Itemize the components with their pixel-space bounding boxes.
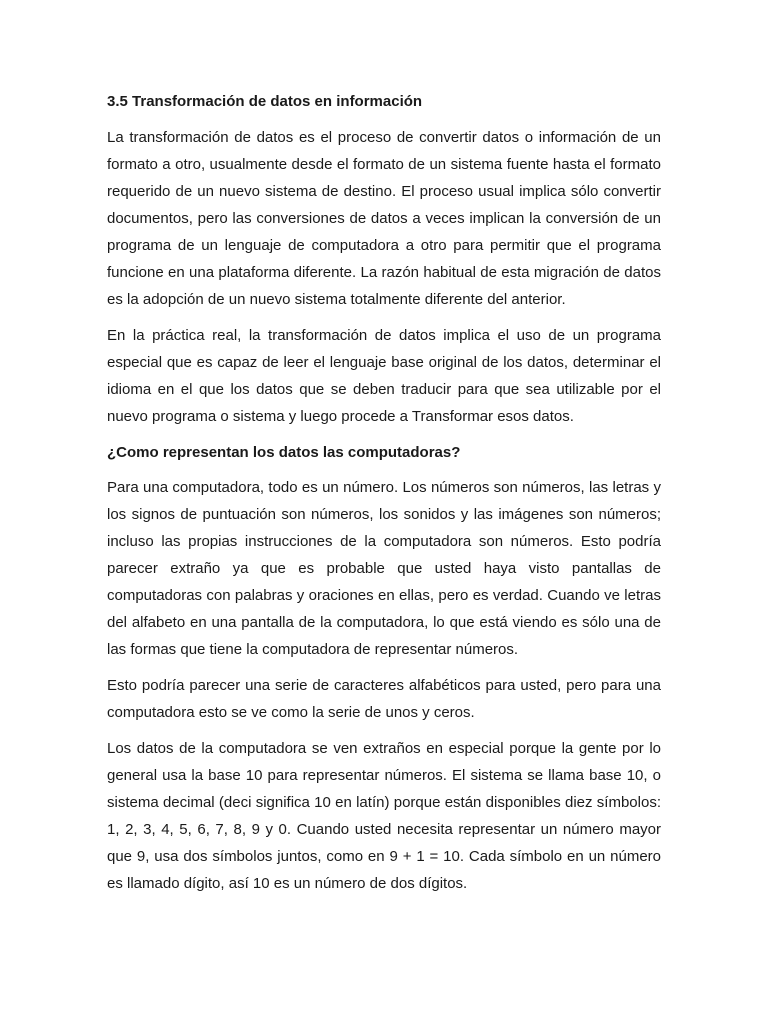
paragraph-practice: En la práctica real, la transformación de datos implica el uso de un programa especial que es capaz de leer el lenguaje base original de los datos, determinar el idioma en el que los datos que se deben traducir para que sea utilizable por el nuevo programa o sistema y luego procede a Transformar esos datos.: [107, 327, 661, 425]
paragraph-data-transformation: La transformación de datos es el proceso de convertir datos o información de un formato a otro, usualmente desde el formato de un sistema fuente hasta el formato requerido de un nuevo sistema de destino. El proceso usual implica sólo convertir documentos, pero las conversiones de datos a veces implican la conversión de un programa de un lenguaje de computadora a otro para permitir que el programa funcione en una plataforma diferente. La razón habitual de esta migración de datos es la adopción de un nuevo sistema totalmente diferente del anterior.: [107, 129, 661, 308]
document-page: [107, 88, 661, 897]
paragraph-numbers: Para una computadora, todo es un número. Los números son números, las letras y los signos de puntuación son números, los sonidos y las imágenes son números; incluso las propias instrucciones de la computadora son números. Esto podría parecer extraño ya que es probable que usted haya visto pantallas de computadoras con palabras y oraciones en ellas, pero es verdad. Cuando ve letras del alfabeto en una pantalla de la computadora, lo que está viendo es sólo una de las formas que tiene la computadora de representar números.: [107, 479, 661, 658]
paragraph-alphabetic: Esto podría parecer una serie de caracteres alfabéticos para usted, pero para una computadora esto se ve como la serie de unos y ceros.: [107, 677, 661, 721]
section-title: 3.5 Transformación de datos en información: [107, 93, 423, 110]
paragraph-base-10: Los datos de la computadora se ven extraños en especial porque la gente por lo general usa la base 10 para representar números. El sistema se llama base 10, o sistema decimal (deci significa 10 en latín) porque están disponibles diez símbolos: 1, 2, 3, 4, 5, 6, 7, 8, 9 y 0. Cuando usted necesita representar un número mayor que 9, usa dos símbolos juntos, como en 9 + 1 = 10. Cada símbolo en un número es llamado dígito, así 10 es un número de dos dígitos.: [107, 740, 661, 892]
subheading-representation: ¿Como representan los datos las computadoras?: [107, 444, 461, 461]
